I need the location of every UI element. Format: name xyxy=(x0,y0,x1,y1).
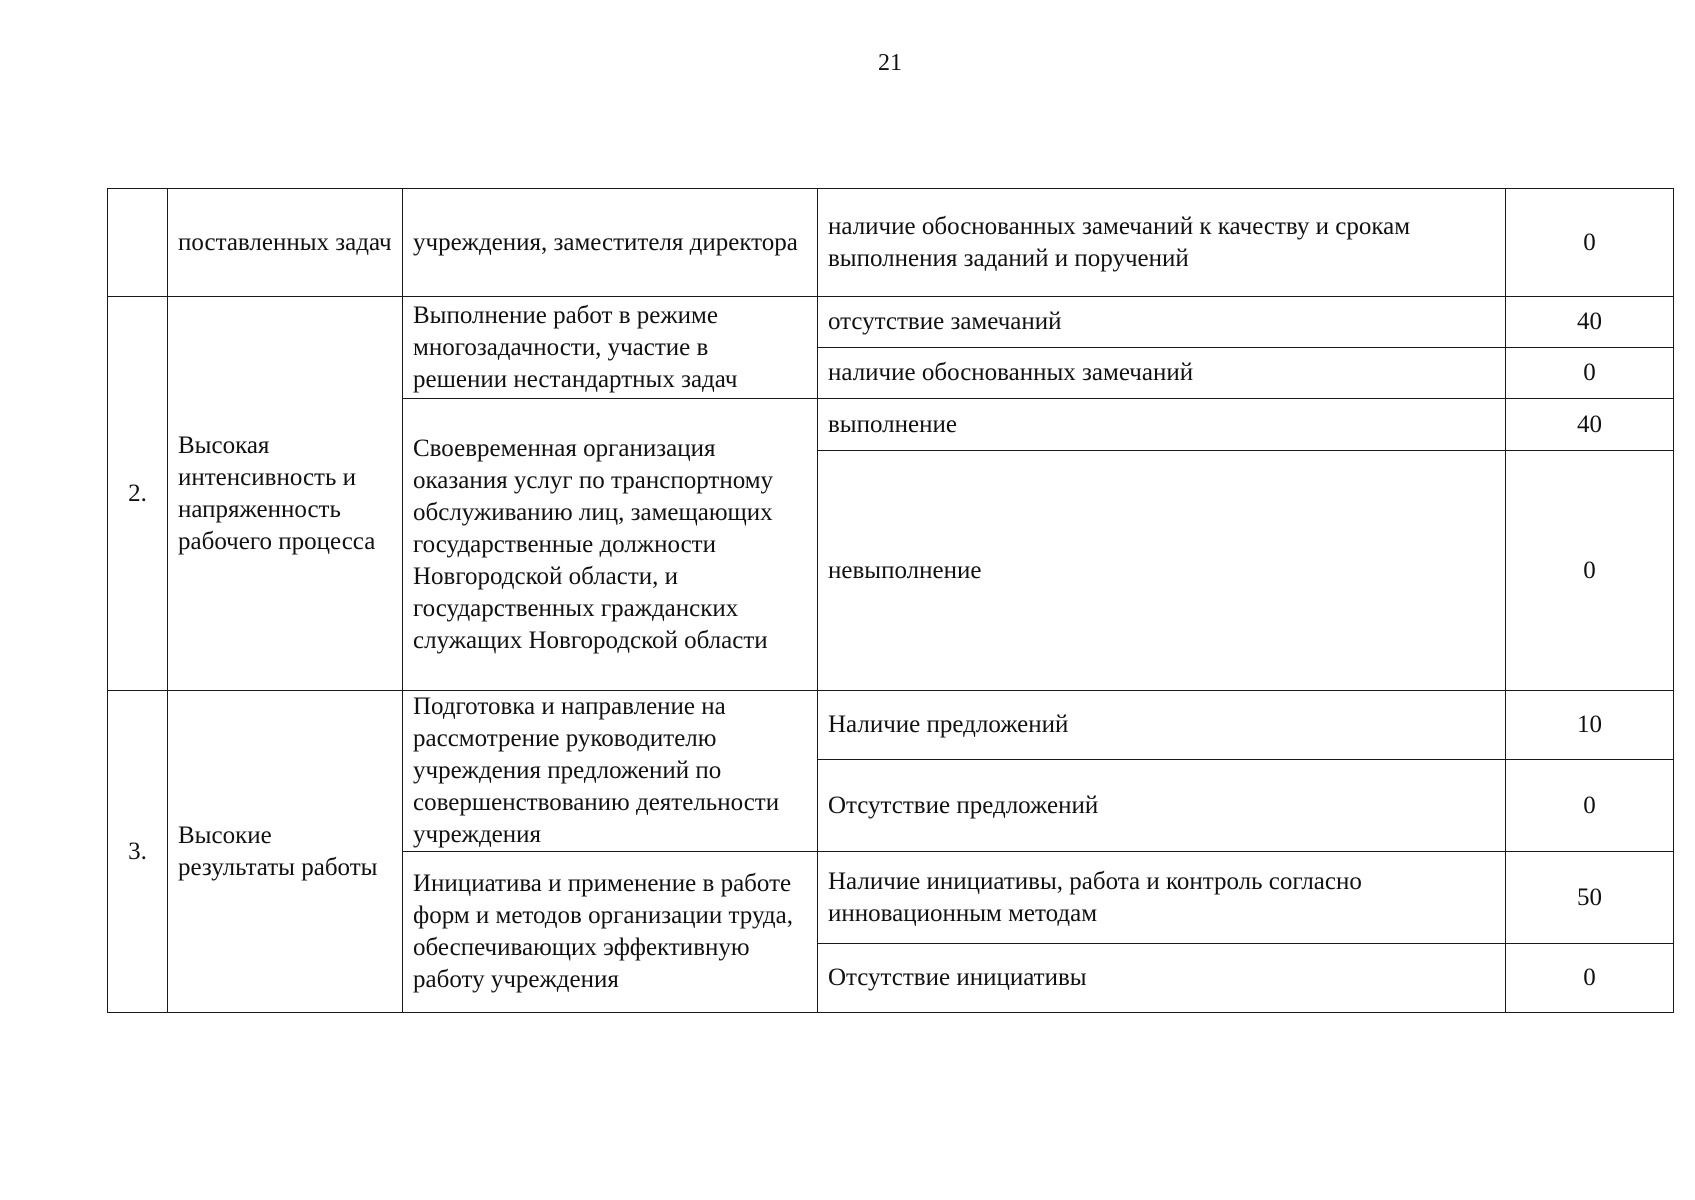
condition-cell: невыполнение xyxy=(818,451,1506,691)
criteria-table xyxy=(107,188,1674,1013)
points-cell: 0 xyxy=(1506,451,1674,691)
criterion-cell: Высокие результаты работы xyxy=(168,691,403,1013)
page-number: 21 xyxy=(878,50,902,76)
condition-cell: наличие обоснованных замечаний к качеству и срокам выполнения заданий и поручений xyxy=(818,189,1506,297)
row-number-cell: 2. xyxy=(108,297,168,691)
condition-cell: отсутствие замечаний xyxy=(818,297,1506,348)
points-cell: 0 xyxy=(1506,189,1674,297)
indicator-cell: Своевременная организация оказания услуг по транспортному обслуживанию лиц, замещающих государственные должности Новгородской области, и государственных гражданских служащих Новгородской области xyxy=(403,399,818,691)
table-row xyxy=(108,691,1674,760)
indicator-cell: Инициатива и применение в работе форм и методов организации труда, обеспечивающих эффективную работу учреждения xyxy=(403,852,818,1013)
criterion-cell: Высокая интенсивность и напряженность рабочего процесса xyxy=(168,297,403,691)
condition-cell: Отсутствие предложений xyxy=(818,760,1506,852)
row-number-cell: 3. xyxy=(108,691,168,1013)
indicator-cell: Подготовка и направление на рассмотрение руководителю учреждения предложений по совершенствованию деятельности учреждения xyxy=(403,691,818,852)
points-cell: 40 xyxy=(1506,297,1674,348)
table-row-continuation xyxy=(108,189,1674,297)
points-cell: 0 xyxy=(1506,760,1674,852)
condition-cell: Наличие предложений xyxy=(818,691,1506,760)
criterion-cell: поставленных задач xyxy=(168,189,403,297)
points-cell: 10 xyxy=(1506,691,1674,760)
indicator-cell: учреждения, заместителя директора xyxy=(403,189,818,297)
indicator-cell: Выполнение работ в режиме многозадачности, участие в решении нестандартных задач xyxy=(403,297,818,399)
condition-cell: Наличие инициативы, работа и контроль согласно инновационным методам xyxy=(818,852,1506,944)
points-cell: 0 xyxy=(1506,348,1674,399)
row-number-cell xyxy=(108,189,168,297)
points-cell: 0 xyxy=(1506,944,1674,1013)
table-row xyxy=(108,297,1674,348)
condition-cell: Отсутствие инициативы xyxy=(818,944,1506,1013)
condition-cell: наличие обоснованных замечаний xyxy=(818,348,1506,399)
points-cell: 50 xyxy=(1506,852,1674,944)
condition-cell: выполнение xyxy=(818,399,1506,451)
points-cell: 40 xyxy=(1506,399,1674,451)
